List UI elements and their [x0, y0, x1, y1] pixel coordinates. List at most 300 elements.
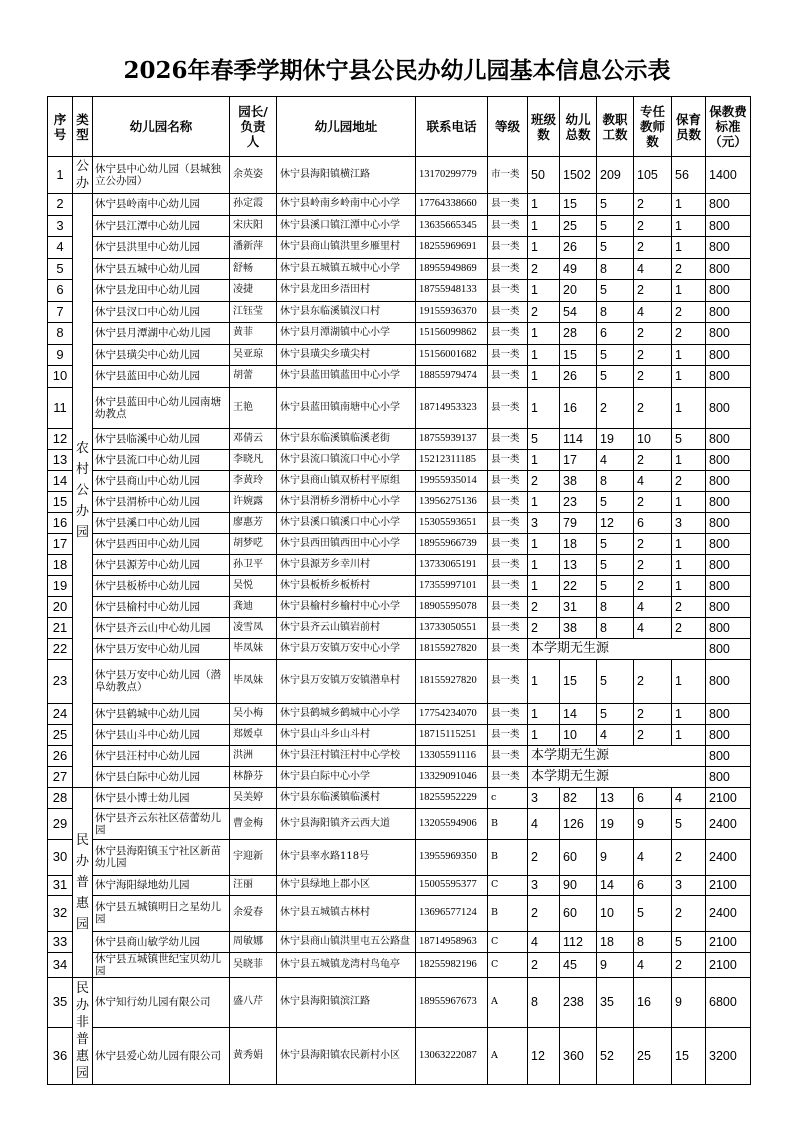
staff-count: 9	[597, 839, 634, 875]
kindergarten-address: 休宁县万安镇万安镇潜阜村	[277, 659, 416, 703]
director-name: 潘新萍	[230, 237, 277, 259]
teacher-count: 4	[634, 596, 672, 617]
fee-standard: 2400	[706, 839, 751, 875]
director-name: 吴晓菲	[230, 952, 277, 977]
child-count: 360	[560, 1027, 597, 1084]
teacher-count: 2	[634, 554, 672, 575]
kindergarten-name: 休宁县五城镇世纪宝贝幼儿园	[93, 952, 230, 977]
table-row	[48, 215, 751, 237]
director-name: 吴亚琼	[230, 344, 277, 366]
class-count: 1	[528, 533, 560, 554]
contact-phone: 18155927820	[416, 659, 488, 703]
director-name: 孙定霞	[230, 194, 277, 216]
contact-phone: 18955949869	[416, 258, 488, 280]
contact-phone: 13329091046	[416, 766, 488, 787]
child-count: 15	[560, 344, 597, 366]
kindergarten-type: 民办普惠园	[73, 787, 93, 977]
kindergarten-address: 休宁县白际中心小学	[277, 766, 416, 787]
grade: 县一类	[488, 724, 528, 745]
header-no: 序号	[48, 97, 73, 157]
table-row	[48, 387, 751, 428]
kindergarten-name: 休宁县鹤城中心幼儿园	[93, 703, 230, 724]
staff-count: 5	[597, 194, 634, 216]
kindergarten-name: 休宁县蓝田中心幼儿园南塘幼教点	[93, 387, 230, 428]
kindergarten-name: 休宁县洪里中心幼儿园	[93, 237, 230, 259]
staff-count: 5	[597, 344, 634, 366]
grade: 县一类	[488, 215, 528, 237]
fee-standard: 2100	[706, 787, 751, 808]
child-count: 23	[560, 491, 597, 512]
nurse-count: 1	[672, 533, 706, 554]
staff-count: 14	[597, 875, 634, 895]
fee-standard: 800	[706, 638, 751, 659]
contact-phone: 13305591116	[416, 745, 488, 766]
table-row	[48, 470, 751, 491]
staff-count: 5	[597, 575, 634, 596]
table-row	[48, 491, 751, 512]
row-number: 4	[48, 237, 73, 259]
fee-standard: 800	[706, 745, 751, 766]
table-row	[48, 512, 751, 533]
grade: 县一类	[488, 258, 528, 280]
grade: B	[488, 895, 528, 931]
kindergarten-address: 休宁县商山镇洪里屯五公路盘	[277, 931, 416, 952]
kindergarten-address: 休宁县西田镇西田中心小学	[277, 533, 416, 554]
table-row	[48, 575, 751, 596]
table-row	[48, 724, 751, 745]
child-count: 31	[560, 596, 597, 617]
table-row	[48, 895, 751, 931]
table-body	[48, 157, 751, 1085]
table-row	[48, 787, 751, 808]
child-count: 38	[560, 470, 597, 491]
nurse-count: 2	[672, 470, 706, 491]
row-number: 2	[48, 194, 73, 216]
table-row	[48, 280, 751, 302]
header-teachers: 专任教师数	[634, 97, 672, 157]
grade: c	[488, 787, 528, 808]
child-count: 49	[560, 258, 597, 280]
nurse-count: 1	[672, 280, 706, 302]
class-count: 2	[528, 301, 560, 323]
nurse-count: 1	[672, 659, 706, 703]
kindergarten-address: 休宁县榆村乡榆村中心小学	[277, 596, 416, 617]
contact-phone: 13063222087	[416, 1027, 488, 1084]
header-grade: 等级	[488, 97, 528, 157]
table-row	[48, 931, 751, 952]
class-count: 2	[528, 952, 560, 977]
director-name: 江钰莹	[230, 301, 277, 323]
nurse-count: 1	[672, 554, 706, 575]
class-count: 1	[528, 344, 560, 366]
nurse-count: 2	[672, 839, 706, 875]
contact-phone: 19155936370	[416, 301, 488, 323]
kindergarten-name: 休宁县海阳镇玉宁社区新苗幼儿园	[93, 839, 230, 875]
fee-standard: 2100	[706, 952, 751, 977]
teacher-count: 6	[634, 512, 672, 533]
kindergarten-name: 休宁县龙田中心幼儿园	[93, 280, 230, 302]
row-number: 17	[48, 533, 73, 554]
fee-standard: 800	[706, 724, 751, 745]
kindergarten-address: 休宁县汪村镇汪村中心学校	[277, 745, 416, 766]
class-count: 3	[528, 875, 560, 895]
nurse-count: 1	[672, 237, 706, 259]
director-name: 凌捷	[230, 280, 277, 302]
director-name: 许婉露	[230, 491, 277, 512]
kindergarten-address: 休宁县东临溪镇临溪老街	[277, 428, 416, 449]
grade: 县一类	[488, 533, 528, 554]
row-number: 36	[48, 1027, 73, 1084]
kindergarten-address: 休宁县蓝田镇南塘中心小学	[277, 387, 416, 428]
fee-standard: 800	[706, 387, 751, 428]
row-number: 27	[48, 766, 73, 787]
teacher-count: 2	[634, 387, 672, 428]
staff-count: 10	[597, 895, 634, 931]
staff-count: 5	[597, 366, 634, 388]
class-count: 4	[528, 808, 560, 839]
fee-standard: 2400	[706, 808, 751, 839]
grade: 县一类	[488, 575, 528, 596]
kindergarten-address: 休宁县五城镇五城中心小学	[277, 258, 416, 280]
contact-phone: 13170299779	[416, 157, 488, 194]
table-row	[48, 301, 751, 323]
class-count: 2	[528, 895, 560, 931]
teacher-count: 4	[634, 258, 672, 280]
table-row	[48, 977, 751, 1027]
enrollment-note: 本学期无生源	[528, 745, 706, 766]
kindergarten-name: 休宁县白际中心幼儿园	[93, 766, 230, 787]
fee-standard: 1400	[706, 157, 751, 194]
child-count: 60	[560, 839, 597, 875]
row-number: 12	[48, 428, 73, 449]
kindergarten-info-table	[47, 96, 751, 1085]
kindergarten-address: 休宁县山斗乡山斗村	[277, 724, 416, 745]
teacher-count: 2	[634, 703, 672, 724]
header-type: 类型	[73, 97, 93, 157]
child-count: 17	[560, 449, 597, 470]
director-name: 孙卫平	[230, 554, 277, 575]
row-number: 19	[48, 575, 73, 596]
kindergarten-address: 休宁县率水路118号	[277, 839, 416, 875]
nurse-count: 2	[672, 323, 706, 345]
contact-phone: 15212311185	[416, 449, 488, 470]
kindergarten-name: 休宁县流口中心幼儿园	[93, 449, 230, 470]
child-count: 16	[560, 387, 597, 428]
teacher-count: 2	[634, 575, 672, 596]
contact-phone: 15156001682	[416, 344, 488, 366]
kindergarten-name: 休宁县临溪中心幼儿园	[93, 428, 230, 449]
grade: 县一类	[488, 491, 528, 512]
row-number: 20	[48, 596, 73, 617]
grade: 县一类	[488, 470, 528, 491]
director-name: 舒畅	[230, 258, 277, 280]
table-row	[48, 366, 751, 388]
row-number: 9	[48, 344, 73, 366]
class-count: 2	[528, 470, 560, 491]
staff-count: 5	[597, 533, 634, 554]
director-name: 宇迎新	[230, 839, 277, 875]
teacher-count: 4	[634, 952, 672, 977]
kindergarten-name: 休宁县中心幼儿园（县城独立公办园）	[93, 157, 230, 194]
grade: A	[488, 1027, 528, 1084]
contact-phone: 15156099862	[416, 323, 488, 345]
teacher-count: 2	[634, 323, 672, 345]
contact-phone: 17754234070	[416, 703, 488, 724]
staff-count: 5	[597, 703, 634, 724]
class-count: 2	[528, 617, 560, 638]
staff-count: 19	[597, 808, 634, 839]
table-row	[48, 638, 751, 659]
director-name: 盛八芹	[230, 977, 277, 1027]
table-row	[48, 808, 751, 839]
kindergarten-name: 休宁县西田中心幼儿园	[93, 533, 230, 554]
grade: 县一类	[488, 344, 528, 366]
kindergarten-name: 休宁县齐云山中心幼儿园	[93, 617, 230, 638]
teacher-count: 2	[634, 724, 672, 745]
director-name: 凌雪凤	[230, 617, 277, 638]
fee-standard: 800	[706, 194, 751, 216]
contact-phone: 15305593651	[416, 512, 488, 533]
kindergarten-name: 休宁县璜尖中心幼儿园	[93, 344, 230, 366]
child-count: 14	[560, 703, 597, 724]
kindergarten-address: 休宁县海阳镇农民新村小区	[277, 1027, 416, 1084]
contact-phone: 13956275136	[416, 491, 488, 512]
contact-phone: 17764338660	[416, 194, 488, 216]
contact-phone: 18905595078	[416, 596, 488, 617]
contact-phone: 18715115251	[416, 724, 488, 745]
row-number: 1	[48, 157, 73, 194]
kindergarten-type: 农村公办园	[73, 194, 93, 788]
staff-count: 13	[597, 787, 634, 808]
nurse-count: 1	[672, 215, 706, 237]
contact-phone: 18714953323	[416, 387, 488, 428]
kindergarten-address: 休宁县板桥乡板桥村	[277, 575, 416, 596]
grade: C	[488, 931, 528, 952]
kindergarten-name: 休宁县汪村中心幼儿园	[93, 745, 230, 766]
child-count: 15	[560, 194, 597, 216]
kindergarten-name: 休宁县万安中心幼儿园	[93, 638, 230, 659]
contact-phone: 18955967673	[416, 977, 488, 1027]
grade: 县一类	[488, 617, 528, 638]
row-number: 21	[48, 617, 73, 638]
enrollment-note: 本学期无生源	[528, 766, 706, 787]
child-count: 13	[560, 554, 597, 575]
class-count: 5	[528, 428, 560, 449]
fee-standard: 800	[706, 575, 751, 596]
header-director	[230, 97, 277, 157]
grade: 县一类	[488, 237, 528, 259]
header-children: 幼儿总数	[560, 97, 597, 157]
row-number: 3	[48, 215, 73, 237]
grade: 县一类	[488, 428, 528, 449]
kindergarten-address: 休宁县五城镇古林村	[277, 895, 416, 931]
child-count: 18	[560, 533, 597, 554]
teacher-count: 4	[634, 617, 672, 638]
nurse-count: 2	[672, 596, 706, 617]
class-count: 1	[528, 449, 560, 470]
child-count: 1502	[560, 157, 597, 194]
fee-standard: 800	[706, 280, 751, 302]
class-count: 1	[528, 387, 560, 428]
child-count: 28	[560, 323, 597, 345]
staff-count: 9	[597, 952, 634, 977]
row-number: 6	[48, 280, 73, 302]
table-row	[48, 323, 751, 345]
teacher-count: 6	[634, 787, 672, 808]
nurse-count: 1	[672, 449, 706, 470]
fee-standard: 800	[706, 470, 751, 491]
kindergarten-address: 休宁县渭桥乡渭桥中心小学	[277, 491, 416, 512]
child-count: 54	[560, 301, 597, 323]
class-count: 2	[528, 596, 560, 617]
teacher-count: 2	[634, 280, 672, 302]
fee-standard: 800	[706, 323, 751, 345]
staff-count: 52	[597, 1027, 634, 1084]
director-name: 黄菲	[230, 323, 277, 345]
staff-count: 8	[597, 258, 634, 280]
grade: 县一类	[488, 387, 528, 428]
contact-phone: 18755939137	[416, 428, 488, 449]
contact-phone: 18855979474	[416, 366, 488, 388]
kindergarten-name: 休宁县源芳中心幼儿园	[93, 554, 230, 575]
kindergarten-address: 休宁县东临溪镇汊口村	[277, 301, 416, 323]
staff-count: 5	[597, 280, 634, 302]
nurse-count: 3	[672, 875, 706, 895]
staff-count: 5	[597, 237, 634, 259]
kindergarten-name: 休宁县岭南中心幼儿园	[93, 194, 230, 216]
kindergarten-address: 休宁县流口镇流口中心小学	[277, 449, 416, 470]
header-fee: 保教费标准（元）	[706, 97, 751, 157]
class-count: 3	[528, 787, 560, 808]
child-count: 114	[560, 428, 597, 449]
teacher-count: 5	[634, 895, 672, 931]
child-count: 90	[560, 875, 597, 895]
kindergarten-address: 休宁县商山镇洪里乡雁里村	[277, 237, 416, 259]
nurse-count: 2	[672, 301, 706, 323]
teacher-count: 2	[634, 344, 672, 366]
grade: 县一类	[488, 194, 528, 216]
kindergarten-name: 休宁县江潭中心幼儿园	[93, 215, 230, 237]
kindergarten-address: 休宁县源芳乡幸川村	[277, 554, 416, 575]
class-count: 2	[528, 258, 560, 280]
teacher-count: 2	[634, 491, 672, 512]
teacher-count: 6	[634, 875, 672, 895]
row-number: 10	[48, 366, 73, 388]
kindergarten-name: 休宁县月潭湖中心幼儿园	[93, 323, 230, 345]
row-number: 5	[48, 258, 73, 280]
kindergarten-name: 休宁海阳绿地幼儿园	[93, 875, 230, 895]
fee-standard: 800	[706, 512, 751, 533]
contact-phone: 13696577124	[416, 895, 488, 931]
grade: 县一类	[488, 659, 528, 703]
staff-count: 4	[597, 724, 634, 745]
staff-count: 19	[597, 428, 634, 449]
fee-standard: 2100	[706, 931, 751, 952]
kindergarten-name: 休宁县榆村中心幼儿园	[93, 596, 230, 617]
staff-count: 209	[597, 157, 634, 194]
row-number: 29	[48, 808, 73, 839]
grade: 县一类	[488, 638, 528, 659]
child-count: 25	[560, 215, 597, 237]
fee-standard: 800	[706, 258, 751, 280]
child-count: 26	[560, 366, 597, 388]
teacher-count: 2	[634, 659, 672, 703]
table-row	[48, 428, 751, 449]
class-count: 1	[528, 366, 560, 388]
nurse-count: 1	[672, 575, 706, 596]
teacher-count: 2	[634, 215, 672, 237]
teacher-count: 2	[634, 533, 672, 554]
kindergarten-name: 休宁县爱心幼儿园有限公司	[93, 1027, 230, 1084]
grade: B	[488, 839, 528, 875]
row-number: 23	[48, 659, 73, 703]
table-row	[48, 449, 751, 470]
row-number: 16	[48, 512, 73, 533]
director-name: 汪丽	[230, 875, 277, 895]
director-name: 洪洲	[230, 745, 277, 766]
fee-standard: 2400	[706, 895, 751, 931]
grade: 县一类	[488, 703, 528, 724]
table-row	[48, 194, 751, 216]
class-count: 1	[528, 491, 560, 512]
kindergarten-address: 休宁县鹤城乡鹤城中心小学	[277, 703, 416, 724]
fee-standard: 6800	[706, 977, 751, 1027]
kindergarten-address: 休宁县万安镇万安中心小学	[277, 638, 416, 659]
table-row	[48, 703, 751, 724]
kindergarten-address: 休宁县海阳镇横江路	[277, 157, 416, 194]
class-count: 1	[528, 215, 560, 237]
kindergarten-address: 休宁县璜尖乡璜尖村	[277, 344, 416, 366]
staff-count: 8	[597, 596, 634, 617]
fee-standard: 800	[706, 449, 751, 470]
nurse-count: 1	[672, 703, 706, 724]
row-number: 34	[48, 952, 73, 977]
director-name: 毕凤妹	[230, 659, 277, 703]
fee-standard: 800	[706, 533, 751, 554]
kindergarten-name: 休宁县商山敏学幼儿园	[93, 931, 230, 952]
fee-standard: 800	[706, 491, 751, 512]
row-number: 22	[48, 638, 73, 659]
nurse-count: 1	[672, 344, 706, 366]
teacher-count: 16	[634, 977, 672, 1027]
director-name: 李黄玲	[230, 470, 277, 491]
child-count: 238	[560, 977, 597, 1027]
kindergarten-name: 休宁县板桥中心幼儿园	[93, 575, 230, 596]
row-number: 25	[48, 724, 73, 745]
kindergarten-name: 休宁县商山中心幼儿园	[93, 470, 230, 491]
row-number: 33	[48, 931, 73, 952]
director-name: 李晓凡	[230, 449, 277, 470]
grade: 县一类	[488, 323, 528, 345]
table-row	[48, 596, 751, 617]
class-count: 1	[528, 554, 560, 575]
fee-standard: 800	[706, 344, 751, 366]
staff-count: 2	[597, 387, 634, 428]
contact-phone: 18255982196	[416, 952, 488, 977]
director-name: 吴小梅	[230, 703, 277, 724]
kindergarten-address: 休宁县龙田乡浯田村	[277, 280, 416, 302]
row-number: 32	[48, 895, 73, 931]
table-row	[48, 875, 751, 895]
fee-standard: 800	[706, 617, 751, 638]
staff-count: 8	[597, 470, 634, 491]
header-classes: 班级数	[528, 97, 560, 157]
kindergarten-address: 休宁县蓝田镇蓝田中心小学	[277, 366, 416, 388]
teacher-count: 25	[634, 1027, 672, 1084]
table-row	[48, 659, 751, 703]
contact-phone: 18255952229	[416, 787, 488, 808]
nurse-count: 2	[672, 952, 706, 977]
